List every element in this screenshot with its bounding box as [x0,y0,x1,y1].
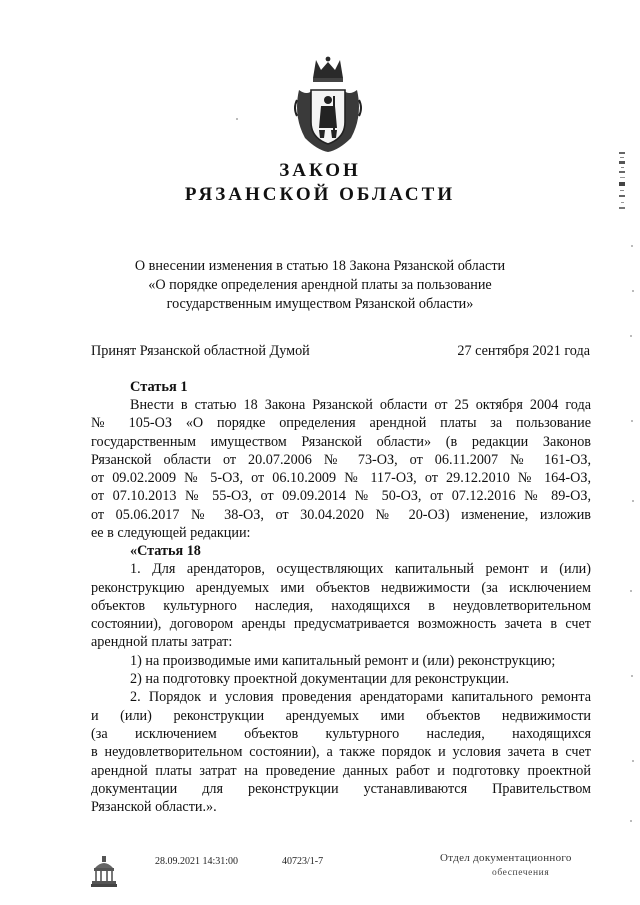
article-line: (за исключением объектов культурного наследия, находящихся [91,725,591,742]
scan-dot [630,590,632,592]
scan-dot [632,760,634,762]
article-line: государственным имуществом Рязанской области» (в редакции Законов [91,433,591,450]
footer-department: Отдел документационного [440,852,572,864]
list-item: 1) на производимые ими капитальный ремонт и (или) реконструкцию; [130,652,556,669]
scan-dot [632,500,634,502]
ryazan-coat-of-arms-icon [291,56,365,154]
article-line: Рязанской области от 20.07.2006 № 73-ОЗ, от 06.11.2007 № 161-ОЗ, [91,451,591,468]
article-line: состоянии), договором аренды предусматривается возможность зачета в счет [91,616,591,633]
article-line: 1. Для арендаторов, осуществляющих капитальный ремонт и (или) [130,561,591,578]
scan-barcode-mark [619,152,625,212]
article-line: от 09.02.2009 № 5-ОЗ, от 06.10.2009 № 117-ОЗ, от 29.12.2010 № 164-ОЗ, [91,470,591,487]
subject-line: «О порядке определения арендной платы за пользование [148,277,492,293]
footer-department-sub: обеспечения [492,868,550,878]
article-line: № 105-ОЗ «О порядке определения арендной платы за пользование [91,415,591,432]
article-1-heading: Статья 1 [130,379,188,395]
article-line: ее в следующей редакции: [91,525,251,542]
list-item: 2) на подготовку проектной документации для реконструкции. [130,671,510,688]
article-18-heading: «Статья 18 [130,543,201,559]
scan-dot [630,820,632,822]
scan-dot [630,335,632,337]
scan-dot [631,420,633,422]
article-line: арендной платы затрат на проведение данных работ и подготовку проектной [91,762,591,779]
scan-dot [631,245,633,247]
article-line: реконструкцию арендуемых ими объектов недвижимости (за исключением [91,579,591,596]
footer-doc-number: 40723/1-7 [282,856,324,867]
article-line: объектов культурного наследия, находящихся в неудовлетворительном [91,597,591,614]
law-subject [110,257,530,314]
article-line: Внести в статью 18 Закона Рязанской области от 25 октября 2004 года [130,397,591,413]
scan-dot [236,118,238,120]
article-line: документации для реконструкции устанавливаются Правительством [91,780,591,797]
article-line: 2. Порядок и условия проведения арендаторами капитального ремонта [130,689,591,706]
article-line: от 05.06.2017 № 38-ОЗ, от 30.04.2020 № 20-ОЗ) изменение, изложив [91,506,591,523]
article-18-body [91,542,591,816]
scan-dot [632,290,634,292]
article-line: в неудовлетворительном состоянии), а также порядок и условия зачета в счет [91,744,591,761]
article-line: Рязанской области.». [91,799,217,816]
scan-dot [631,675,633,677]
article-line: арендной платы затрат: [91,634,233,651]
article-1-body [91,396,591,542]
adopted-by: Принят Рязанской областной Думой [91,343,310,359]
subject-line: государственным имуществом Рязанской области» [166,296,474,312]
duma-building-icon [91,856,117,888]
law-title: ЗАКОН [279,160,361,181]
law-region-title: РЯЗАНСКОЙ ОБЛАСТИ [184,184,456,205]
subject-line: О внесении изменения в статью 18 Закона Рязанской области [134,258,506,274]
article-line: и (или) реконструкции арендуемых ими объектов недвижимости [91,707,591,724]
footer-timestamp: 28.09.2021 14:31:00 [155,856,239,867]
article-line: от 07.10.2013 № 55-ОЗ, от 09.09.2014 № 50-ОЗ, от 07.12.2016 № 89-ОЗ, [91,488,591,505]
adoption-date: 27 сентября 2021 года [457,343,590,359]
